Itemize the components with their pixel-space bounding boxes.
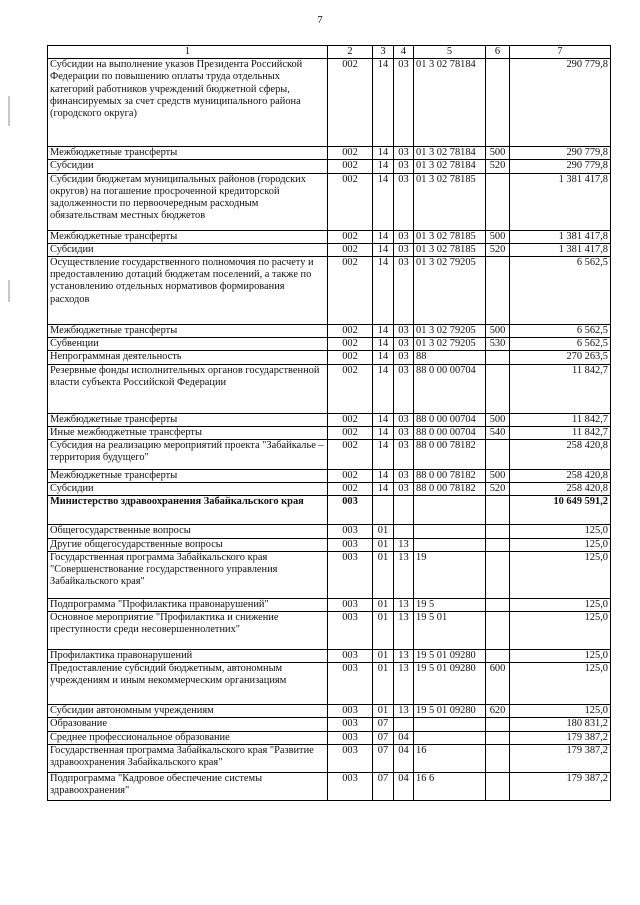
row-description: Субсидии <box>48 243 328 256</box>
expense-type-code <box>486 598 510 611</box>
expense-type-code: 500 <box>486 470 510 483</box>
table-row <box>48 744 611 772</box>
subsection-code: 03 <box>394 147 414 160</box>
column-header-2: 2 <box>328 46 373 59</box>
section-code: 14 <box>373 325 394 338</box>
subsection-code <box>394 718 414 731</box>
table-row <box>48 338 611 351</box>
target-article-code: 19 5 01 09280 <box>414 650 486 663</box>
subsection-code: 03 <box>394 364 414 413</box>
section-code: 01 <box>373 650 394 663</box>
table-row <box>48 364 611 413</box>
expense-type-code <box>486 551 510 598</box>
amount: 11 842,7 <box>510 364 611 413</box>
expense-type-code <box>486 440 510 470</box>
column-header-3: 3 <box>373 46 394 59</box>
admin-code: 003 <box>328 525 373 538</box>
target-article-code: 88 0 00 78182 <box>414 440 486 470</box>
admin-code: 002 <box>328 364 373 413</box>
section-code: 14 <box>373 483 394 496</box>
subsection-code: 13 <box>394 551 414 598</box>
target-article-code: 01 3 02 79205 <box>414 338 486 351</box>
subsection-code: 03 <box>394 440 414 470</box>
section-code: 07 <box>373 772 394 800</box>
expense-type-code <box>486 538 510 551</box>
section-code: 14 <box>373 413 394 426</box>
expense-type-code: 600 <box>486 663 510 705</box>
expense-type-code: 500 <box>486 325 510 338</box>
subsection-code: 04 <box>394 772 414 800</box>
admin-code: 003 <box>328 551 373 598</box>
target-article-code <box>414 731 486 744</box>
row-description: Среднее профессиональное образование <box>48 731 328 744</box>
amount: 179 387,2 <box>510 772 611 800</box>
admin-code: 002 <box>328 160 373 173</box>
row-description: Подпрограмма "Профилактика правонарушений" <box>48 598 328 611</box>
expense-type-code <box>486 364 510 413</box>
expense-type-code <box>486 772 510 800</box>
expense-type-code <box>486 257 510 325</box>
section-code: 14 <box>373 470 394 483</box>
expense-type-code: 540 <box>486 426 510 439</box>
row-description: Государственная программа Забайкальского края "Совершенствование государственного управления Забайкальского края" <box>48 551 328 598</box>
subsection-code: 03 <box>394 426 414 439</box>
target-article-code <box>414 538 486 551</box>
row-description: Осуществление государственного полномочия по расчету и предоставлению дотаций бюджетам поселений, а также по установлению отдельных нормативов формирования расходов <box>48 257 328 325</box>
subsection-code: 03 <box>394 173 414 230</box>
section-code: 01 <box>373 598 394 611</box>
target-article-code: 19 5 <box>414 598 486 611</box>
amount: 125,0 <box>510 598 611 611</box>
admin-code: 002 <box>328 413 373 426</box>
row-description: Межбюджетные трансферты <box>48 325 328 338</box>
amount: 1 381 417,8 <box>510 243 611 256</box>
table-row <box>48 551 611 598</box>
subsection-code: 03 <box>394 59 414 147</box>
target-article-code: 19 5 01 09280 <box>414 663 486 705</box>
expense-type-code <box>486 496 510 525</box>
admin-code: 003 <box>328 705 373 718</box>
amount: 125,0 <box>510 538 611 551</box>
target-article-code <box>414 496 486 525</box>
row-description: Межбюджетные трансферты <box>48 147 328 160</box>
expense-type-code: 520 <box>486 243 510 256</box>
table-row <box>48 160 611 173</box>
expense-type-code: 520 <box>486 483 510 496</box>
budget-table <box>47 45 611 801</box>
amount: 11 842,7 <box>510 413 611 426</box>
subsection-code: 03 <box>394 257 414 325</box>
admin-code: 002 <box>328 230 373 243</box>
column-header-7: 7 <box>510 46 611 59</box>
section-code: 01 <box>373 663 394 705</box>
admin-code: 002 <box>328 470 373 483</box>
target-article-code: 88 0 00 00704 <box>414 413 486 426</box>
table-row <box>48 243 611 256</box>
admin-code: 002 <box>328 426 373 439</box>
subsection-code: 03 <box>394 470 414 483</box>
amount: 258 420,8 <box>510 470 611 483</box>
section-code: 14 <box>373 230 394 243</box>
target-article-code <box>414 718 486 731</box>
amount: 6 562,5 <box>510 338 611 351</box>
admin-code: 003 <box>328 772 373 800</box>
target-article-code: 01 3 02 79205 <box>414 325 486 338</box>
table-row <box>48 538 611 551</box>
column-header-6: 6 <box>486 46 510 59</box>
section-code: 14 <box>373 59 394 147</box>
row-description: Государственная программа Забайкальского края "Развитие здравоохранения Забайкальского края" <box>48 744 328 772</box>
admin-code: 003 <box>328 650 373 663</box>
row-description: Предоставление субсидий бюджетным, автономным учреждениям и иным некоммерческим организациям <box>48 663 328 705</box>
target-article-code: 01 3 02 78184 <box>414 160 486 173</box>
amount: 258 420,8 <box>510 483 611 496</box>
section-code: 14 <box>373 364 394 413</box>
amount: 125,0 <box>510 705 611 718</box>
margin-mark <box>8 96 10 126</box>
target-article-code: 19 5 01 <box>414 612 486 650</box>
subsection-code: 03 <box>394 160 414 173</box>
row-description: Субсидии автономным учреждениям <box>48 705 328 718</box>
admin-code: 002 <box>328 325 373 338</box>
target-article-code: 01 3 02 78185 <box>414 230 486 243</box>
admin-code: 002 <box>328 483 373 496</box>
table-row <box>48 598 611 611</box>
admin-code: 003 <box>328 598 373 611</box>
table-row <box>48 470 611 483</box>
target-article-code: 16 6 <box>414 772 486 800</box>
admin-code: 002 <box>328 59 373 147</box>
row-description: Субсидии <box>48 483 328 496</box>
subsection-code: 03 <box>394 243 414 256</box>
admin-code: 002 <box>328 243 373 256</box>
table-row <box>48 230 611 243</box>
table-row <box>48 483 611 496</box>
target-article-code: 88 0 00 78182 <box>414 483 486 496</box>
subsection-code: 03 <box>394 325 414 338</box>
admin-code: 003 <box>328 744 373 772</box>
admin-code: 002 <box>328 173 373 230</box>
subsection-code <box>394 496 414 525</box>
section-code: 01 <box>373 705 394 718</box>
amount: 10 649 591,2 <box>510 496 611 525</box>
target-article-code: 88 0 00 78182 <box>414 470 486 483</box>
row-description: Межбюджетные трансферты <box>48 470 328 483</box>
section-code: 07 <box>373 744 394 772</box>
amount: 125,0 <box>510 663 611 705</box>
admin-code: 003 <box>328 538 373 551</box>
margin-mark <box>8 280 10 302</box>
amount: 11 842,7 <box>510 426 611 439</box>
row-description: Общегосударственные вопросы <box>48 525 328 538</box>
header-row <box>48 46 611 59</box>
section-code: 14 <box>373 426 394 439</box>
table-row <box>48 772 611 800</box>
section-code: 01 <box>373 551 394 598</box>
subsection-code: 03 <box>394 483 414 496</box>
section-code: 14 <box>373 147 394 160</box>
expense-type-code <box>486 59 510 147</box>
expense-type-code: 500 <box>486 413 510 426</box>
subsection-code: 03 <box>394 413 414 426</box>
target-article-code: 01 3 02 78184 <box>414 147 486 160</box>
target-article-code: 19 <box>414 551 486 598</box>
expense-type-code: 530 <box>486 338 510 351</box>
subsection-code: 04 <box>394 731 414 744</box>
table-row <box>48 147 611 160</box>
amount: 290 779,8 <box>510 160 611 173</box>
table-body <box>48 59 611 801</box>
table-row <box>48 496 611 525</box>
row-description: Образование <box>48 718 328 731</box>
table-row <box>48 351 611 364</box>
subsection-code: 03 <box>394 351 414 364</box>
target-article-code: 01 3 02 78185 <box>414 243 486 256</box>
expense-type-code <box>486 744 510 772</box>
table-row <box>48 440 611 470</box>
admin-code: 002 <box>328 338 373 351</box>
table-row <box>48 731 611 744</box>
subsection-code: 13 <box>394 705 414 718</box>
table-row <box>48 650 611 663</box>
subsection-code: 13 <box>394 663 414 705</box>
row-description: Субвенции <box>48 338 328 351</box>
table-row <box>48 413 611 426</box>
amount: 290 779,8 <box>510 59 611 147</box>
row-description: Субсидия на реализацию мероприятий проекта "Забайкалье – территория будущего" <box>48 440 328 470</box>
row-description: Основное мероприятие "Профилактика и снижение преступности среди несовершеннолетних" <box>48 612 328 650</box>
section-code: 01 <box>373 612 394 650</box>
admin-code: 003 <box>328 663 373 705</box>
expense-type-code: 620 <box>486 705 510 718</box>
subsection-code: 13 <box>394 650 414 663</box>
target-article-code: 88 0 00 00704 <box>414 426 486 439</box>
section-code: 07 <box>373 731 394 744</box>
subsection-code: 13 <box>394 538 414 551</box>
expense-type-code <box>486 351 510 364</box>
subsection-code: 03 <box>394 230 414 243</box>
section-code: 01 <box>373 538 394 551</box>
admin-code: 002 <box>328 351 373 364</box>
subsection-code: 03 <box>394 338 414 351</box>
amount: 290 779,8 <box>510 147 611 160</box>
admin-code: 002 <box>328 257 373 325</box>
table-row <box>48 59 611 147</box>
section-code: 01 <box>373 525 394 538</box>
row-description: Межбюджетные трансферты <box>48 413 328 426</box>
table-row <box>48 612 611 650</box>
section-code: 07 <box>373 718 394 731</box>
row-description: Министерство здравоохранения Забайкальского края <box>48 496 328 525</box>
expense-type-code: 500 <box>486 147 510 160</box>
row-description: Субсидии на выполнение указов Президента Российской Федерации по повышению оплаты труда отдельных категорий работников учреждений бюджетной сферы, финансируемых за счет средств муниципального района (городского округа) <box>48 59 328 147</box>
admin-code: 003 <box>328 718 373 731</box>
row-description: Субсидии бюджетам муниципальных районов (городских округов) на погашение просроченной кредиторской задолженности по первоочередным расходным обязательствам местных бюджетов <box>48 173 328 230</box>
page-number: 7 <box>317 14 323 26</box>
admin-code: 002 <box>328 440 373 470</box>
admin-code: 002 <box>328 147 373 160</box>
target-article-code <box>414 525 486 538</box>
section-code <box>373 496 394 525</box>
amount: 1 381 417,8 <box>510 230 611 243</box>
expense-type-code <box>486 525 510 538</box>
target-article-code: 16 <box>414 744 486 772</box>
table-row <box>48 718 611 731</box>
amount: 125,0 <box>510 551 611 598</box>
target-article-code: 01 3 02 78185 <box>414 173 486 230</box>
amount: 179 387,2 <box>510 731 611 744</box>
row-description: Другие общегосударственные вопросы <box>48 538 328 551</box>
subsection-code: 13 <box>394 612 414 650</box>
table-row <box>48 257 611 325</box>
table-row <box>48 525 611 538</box>
admin-code: 003 <box>328 731 373 744</box>
row-description: Субсидии <box>48 160 328 173</box>
admin-code: 003 <box>328 612 373 650</box>
table-row <box>48 325 611 338</box>
amount: 258 420,8 <box>510 440 611 470</box>
section-code: 14 <box>373 243 394 256</box>
section-code: 14 <box>373 257 394 325</box>
row-description: Непрограммная деятельность <box>48 351 328 364</box>
row-description: Межбюджетные трансферты <box>48 230 328 243</box>
expense-type-code: 520 <box>486 160 510 173</box>
amount: 125,0 <box>510 525 611 538</box>
subsection-code: 13 <box>394 598 414 611</box>
row-description: Подпрограмма "Кадровое обеспечение системы здравоохранения" <box>48 772 328 800</box>
amount: 1 381 417,8 <box>510 173 611 230</box>
target-article-code: 88 0 00 00704 <box>414 364 486 413</box>
target-article-code: 01 3 02 78184 <box>414 59 486 147</box>
admin-code: 003 <box>328 496 373 525</box>
row-description: Профилактика правонарушений <box>48 650 328 663</box>
row-description: Иные межбюджетные трансферты <box>48 426 328 439</box>
column-header-1: 1 <box>48 46 328 59</box>
column-header-5: 5 <box>414 46 486 59</box>
section-code: 14 <box>373 173 394 230</box>
amount: 180 831,2 <box>510 718 611 731</box>
table-row <box>48 426 611 439</box>
amount: 6 562,5 <box>510 325 611 338</box>
section-code: 14 <box>373 351 394 364</box>
amount: 179 387,2 <box>510 744 611 772</box>
amount: 270 263,5 <box>510 351 611 364</box>
table-row <box>48 173 611 230</box>
expense-type-code <box>486 718 510 731</box>
target-article-code: 01 3 02 79205 <box>414 257 486 325</box>
table-row <box>48 705 611 718</box>
expense-type-code <box>486 731 510 744</box>
amount: 125,0 <box>510 612 611 650</box>
subsection-code <box>394 525 414 538</box>
row-description: Резервные фонды исполнительных органов государственной власти субъекта Российской Федерации <box>48 364 328 413</box>
section-code: 14 <box>373 160 394 173</box>
amount: 6 562,5 <box>510 257 611 325</box>
column-header-4: 4 <box>394 46 414 59</box>
section-code: 14 <box>373 440 394 470</box>
subsection-code: 04 <box>394 744 414 772</box>
amount: 125,0 <box>510 650 611 663</box>
expense-type-code: 500 <box>486 230 510 243</box>
expense-type-code <box>486 173 510 230</box>
section-code: 14 <box>373 338 394 351</box>
expense-type-code <box>486 612 510 650</box>
expense-type-code <box>486 650 510 663</box>
target-article-code: 19 5 01 09280 <box>414 705 486 718</box>
target-article-code: 88 <box>414 351 486 364</box>
table-row <box>48 663 611 705</box>
